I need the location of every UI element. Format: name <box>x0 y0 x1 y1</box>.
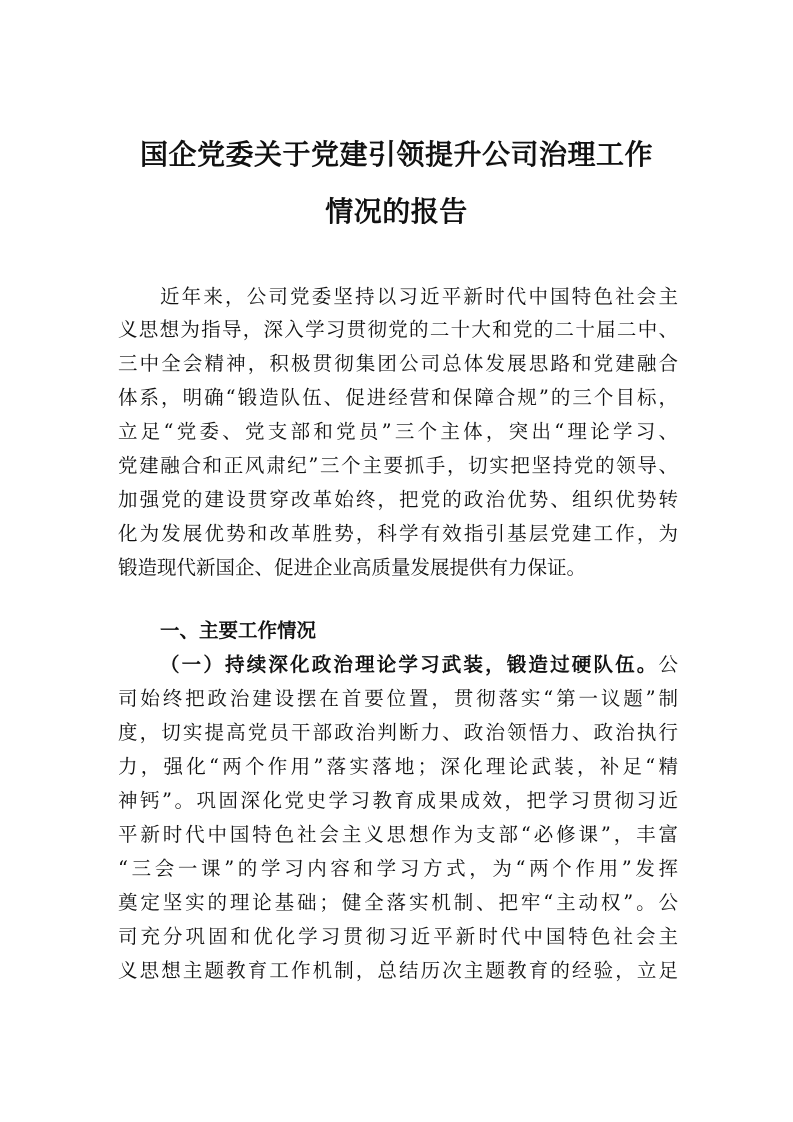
intro-paragraph-line: 党建融合和正风肃纪”三个主要抓手，切实把坚持党的领导、 <box>118 454 678 477</box>
section-heading: 一、主要工作情况 <box>160 619 317 642</box>
body-paragraph-line: 义思想主题教育工作机制，总结历次主题教育的经验，立足 <box>118 959 678 982</box>
intro-paragraph-line: 化为发展优势和改革胜势，科学有效指引基层党建工作，为 <box>118 522 678 545</box>
intro-paragraph-line: 近年来，公司党委坚持以习近平新时代中国特色社会主 <box>160 285 678 308</box>
body-paragraph-line: 司充分巩固和优化学习贯彻习近平新时代中国特色社会主 <box>118 925 678 948</box>
body-paragraph-line: 奠定坚实的理论基础；健全落实机制、把牢“主动权”。公 <box>118 891 678 914</box>
intro-paragraph-line: 义思想为指导，深入学习贯彻党的二十大和党的二十届二中、 <box>118 318 678 341</box>
subsection-first-line <box>160 650 678 680</box>
intro-paragraph-line: 加强党的建设贯穿改革始终，把党的政治优势、组织优势转 <box>118 488 678 511</box>
subsection-heading-tail: 公 <box>658 653 678 676</box>
intro-paragraph-line: 锻造现代新国企、促进企业高质量发展提供有力保证。 <box>118 556 587 579</box>
subsection-heading: （一）持续深化政治理论学习武装，锻造过硬队伍。 <box>160 653 659 676</box>
intro-paragraph-line: 三中全会精神，积极贯彻集团公司总体发展思路和党建融合 <box>118 352 678 375</box>
document-title-line-2: 情况的报告 <box>325 195 468 228</box>
body-paragraph-line: “三会一课”的学习内容和学习方式，为“两个作用”发挥 <box>118 857 678 880</box>
intro-paragraph-line: 体系，明确“锻造队伍、促进经营和保障合规”的三个目标， <box>118 386 678 409</box>
body-paragraph-line: 神钙”。巩固深化党史学习教育成果成效，把学习贯彻习近 <box>118 789 678 812</box>
intro-paragraph-line: 立足“党委、党支部和党员”三个主体，突出“理论学习、 <box>118 420 678 443</box>
body-paragraph-line: 司始终把政治建设摆在首要位置，贯彻落实“第一议题”制 <box>118 687 678 710</box>
body-paragraph-line: 力，强化“两个作用”落实落地；深化理论武装，补足“精 <box>118 755 678 778</box>
body-paragraph-line: 度，切实提高党员干部政治判断力、政治领悟力、政治执行 <box>118 721 678 744</box>
body-paragraph-line: 平新时代中国特色社会主义思想作为支部“必修课”，丰富 <box>118 823 678 846</box>
document-title-line-1: 国企党委关于党建引领提升公司治理工作 <box>139 138 653 171</box>
